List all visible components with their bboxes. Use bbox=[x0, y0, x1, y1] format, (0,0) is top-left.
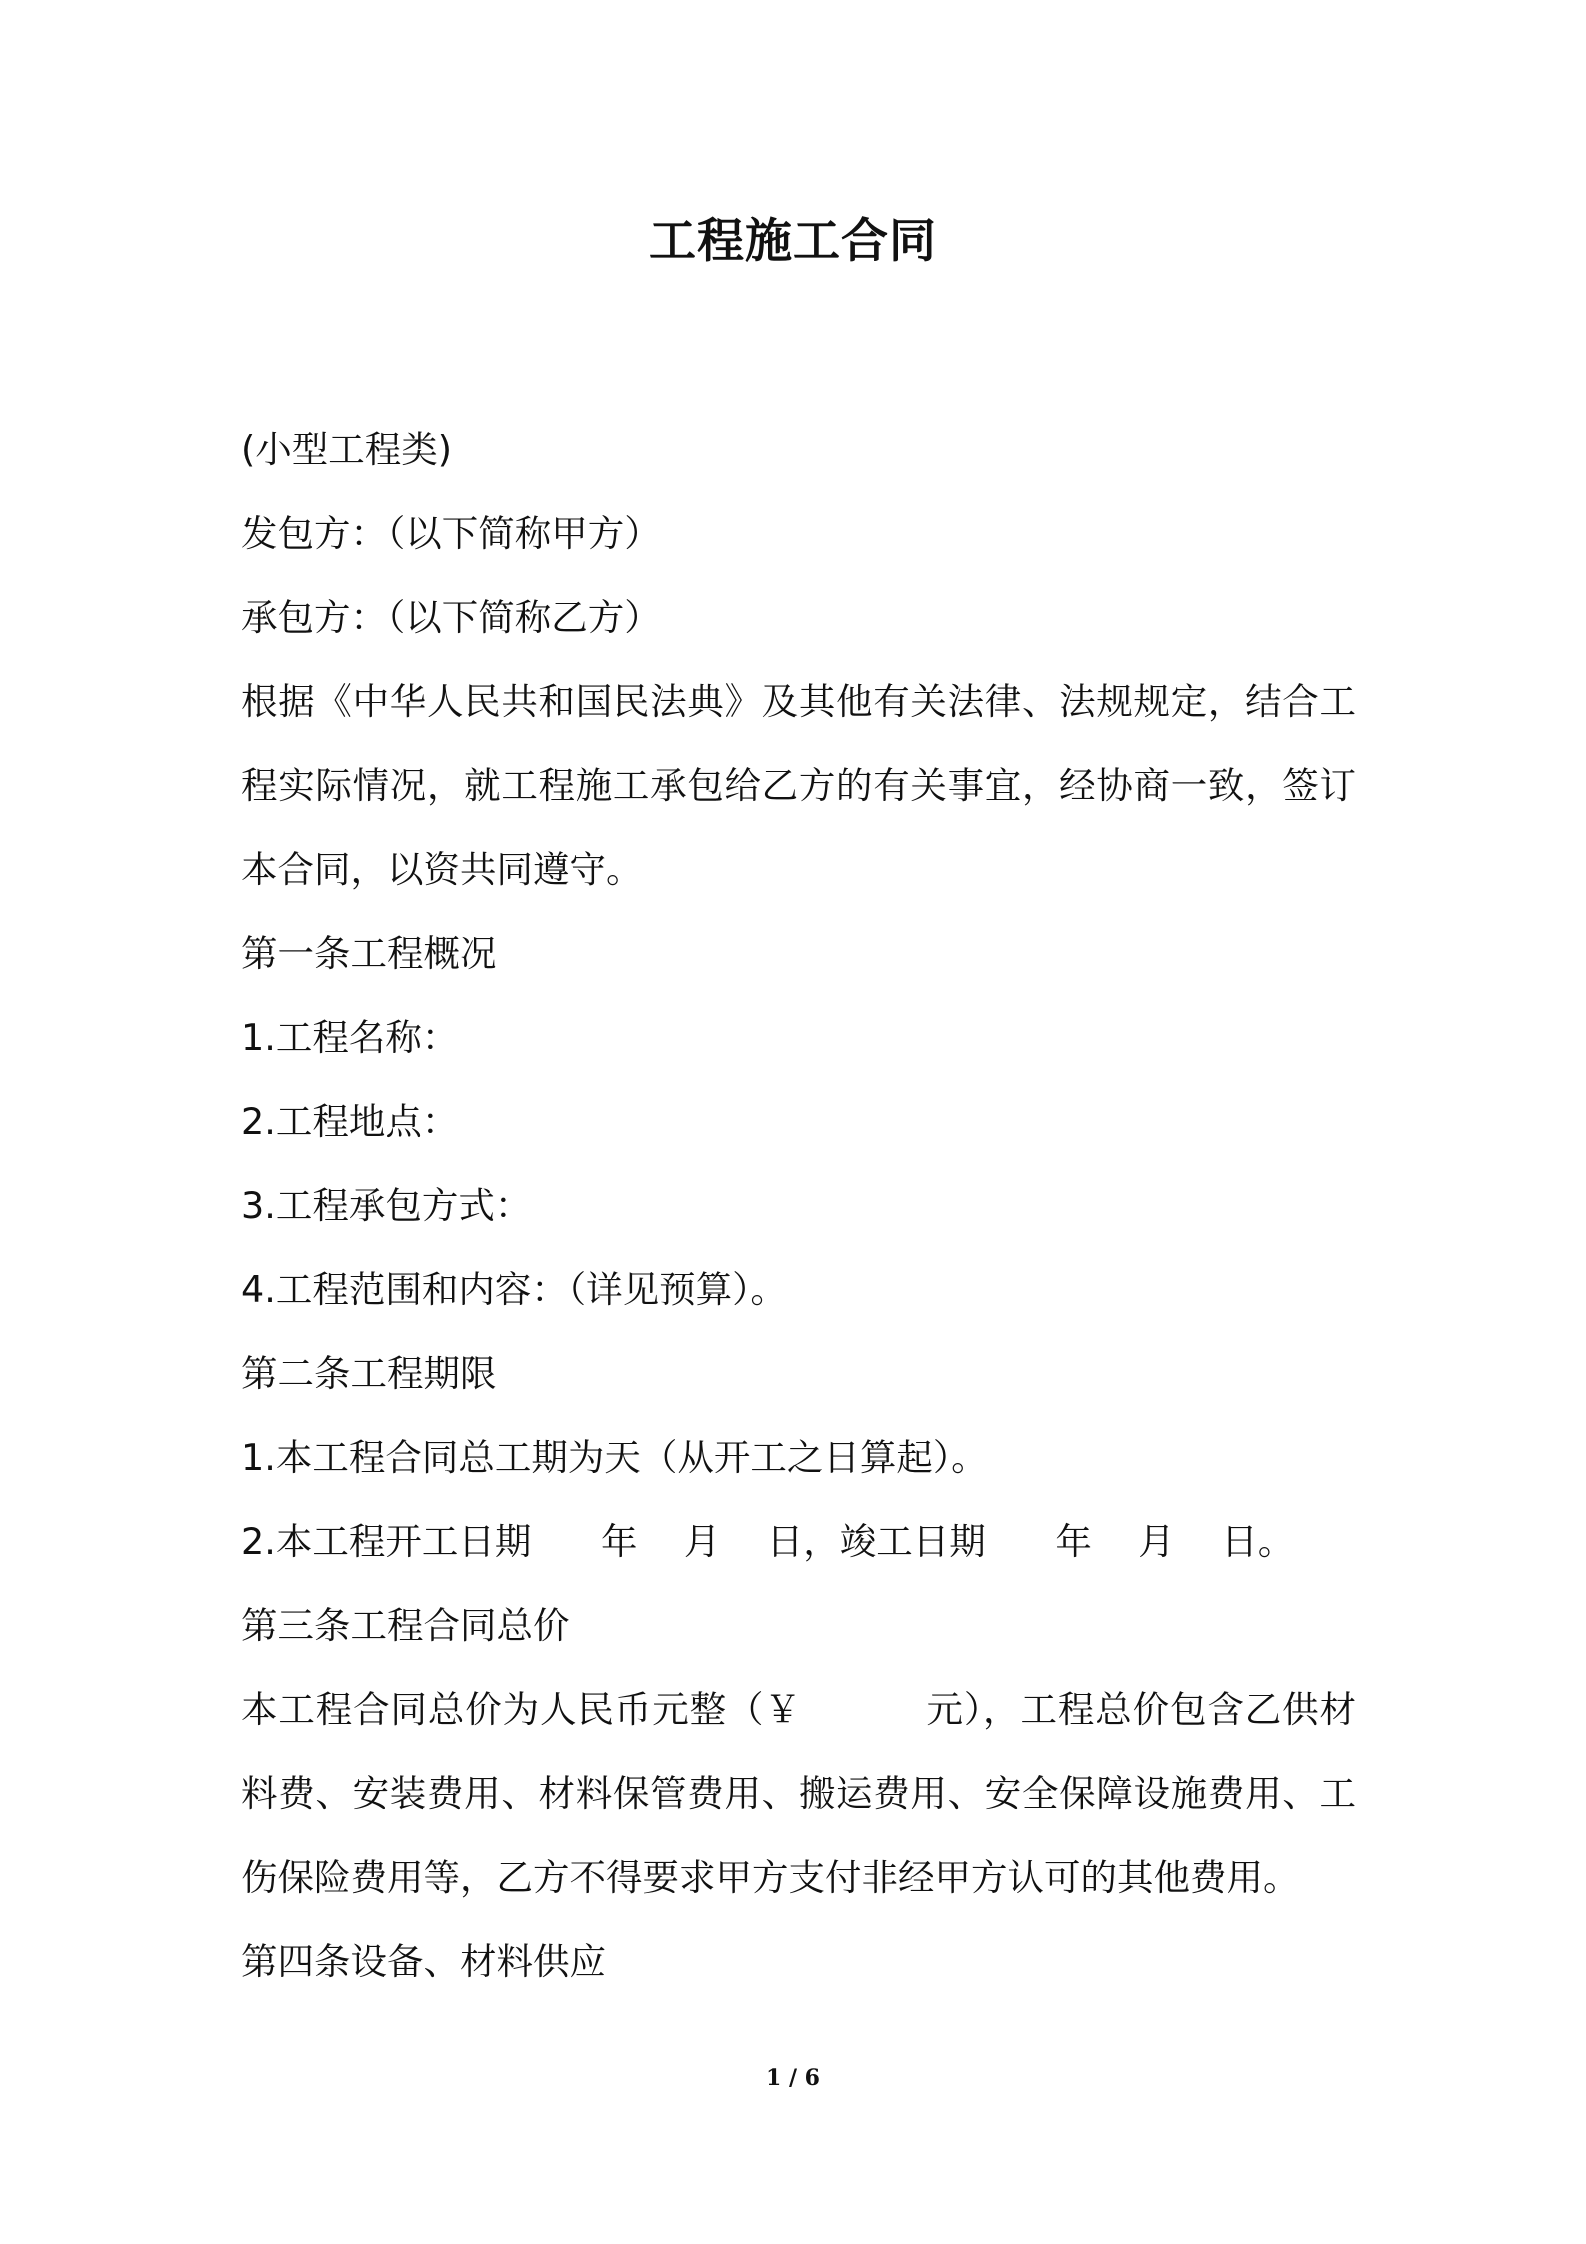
article-1-item-2: 2.工程地点： bbox=[241, 1100, 459, 1143]
article-3-heading: 第三条工程合同总价 bbox=[241, 1604, 570, 1647]
article-1-item-4: 4.工程范围和内容：（详见预算）。 bbox=[241, 1268, 787, 1311]
article-3-paragraph: 本工程合同总价为人民币元整（￥ 元），工程总价包含乙供材料费、安装费用、材料保管费用、搬运费用、安全保障设施费用、工伤保险费用等，乙方不得要求甲方支付非经甲方认可的其他费用。 bbox=[241, 1688, 1356, 1899]
article-2-item-2: 2.本工程开工日期 年 月 日，竣工日期 年 月 日。 bbox=[241, 1520, 1295, 1563]
article-1-item-3: 3.工程承包方式： bbox=[241, 1184, 532, 1227]
document-body bbox=[241, 408, 1356, 2004]
article-2-heading: 第二条工程期限 bbox=[241, 1352, 497, 1395]
article-1-item-1: 1.工程名称： bbox=[241, 1016, 459, 1059]
preamble-paragraph: 根据《中华人民共和国民法典》及其他有关法律、法规规定，结合工程实际情况，就工程施工承包给乙方的有关事宜，经协商一致，签订本合同，以资共同遵守。 bbox=[241, 680, 1356, 891]
contract-category: (小型工程类) bbox=[241, 428, 452, 471]
party-a-line: 发包方：（以下简称甲方） bbox=[241, 512, 661, 555]
article-1-heading: 第一条工程概况 bbox=[241, 932, 497, 975]
page-number: 1 / 6 bbox=[766, 2065, 820, 2091]
party-b-line: 承包方：（以下简称乙方） bbox=[241, 596, 661, 639]
article-2-item-1: 1.本工程合同总工期为天（从开工之日算起）。 bbox=[241, 1436, 988, 1479]
article-4-heading: 第四条设备、材料供应 bbox=[241, 1940, 606, 1983]
document-title: 工程施工合同 bbox=[649, 214, 937, 269]
